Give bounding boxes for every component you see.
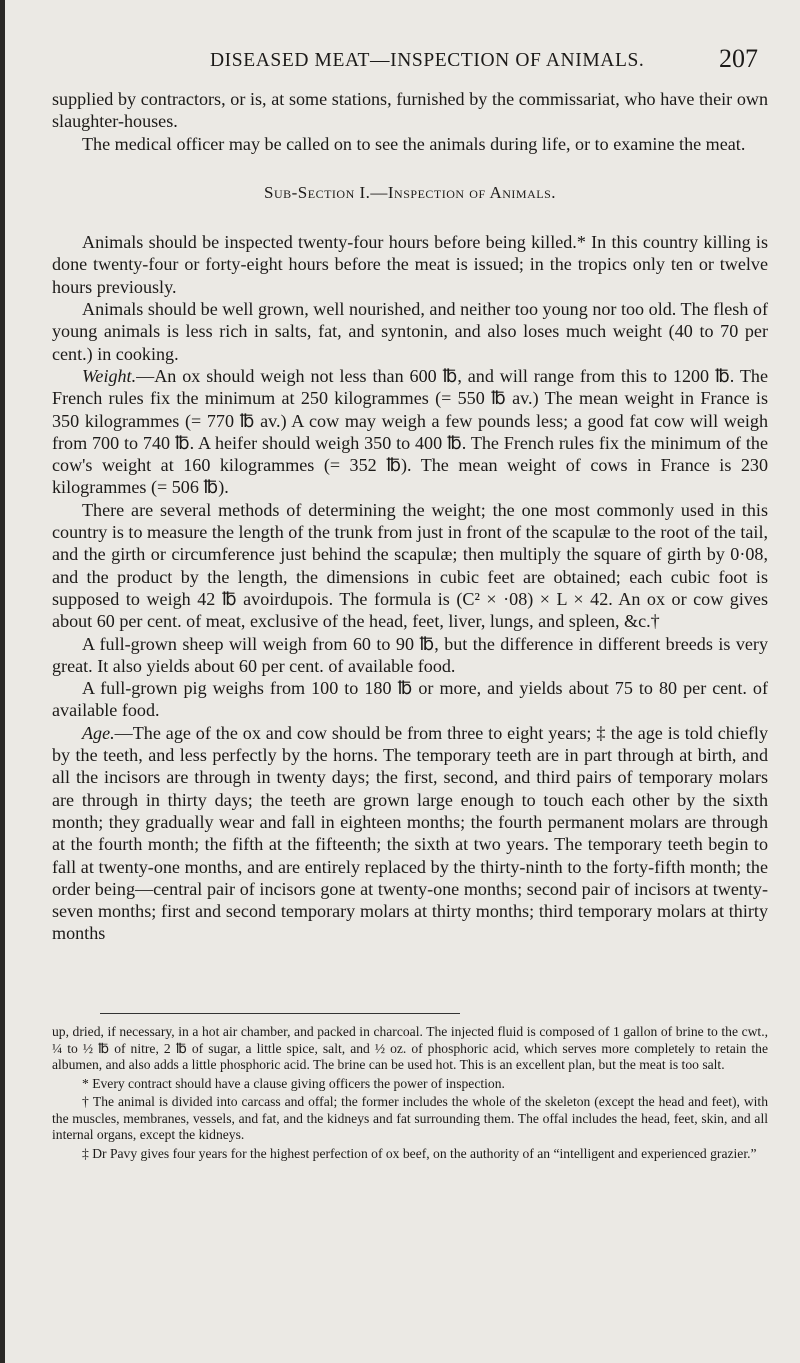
paragraph-weight xyxy=(52,365,768,499)
paragraph-animal-condition: Animals should be well grown, well nourished, and neither too young nor too old. The flesh of young animals is less rich in salts, fat, and syntonin, and also loses much weight (40 to 70 per cent.) in cooking. xyxy=(52,299,768,364)
weight-text: —An ox should weigh not less than 600 ℔, and will range from this to 1200 ℔. The French rules fix the minimum at 250 kilogrammes (= 550 ℔ av.) The mean weight in France is 350 kilogrammes (= 770 ℔ av.) A cow may weigh a few pounds less; a good fat cow will weigh from 700 to 740 ℔. A heifer should weigh 350 to 400 ℔. The French rules fix the minimum of the cow's weight at 160 kilogrammes (= 352 ℔). The mean weight of cows in France is 230 kilogrammes (= 506 ℔). xyxy=(52,365,768,498)
footnote-divider xyxy=(100,1013,460,1014)
page-header xyxy=(60,40,758,80)
main-text xyxy=(52,88,768,945)
paragraph-continuation: supplied by contractors, or is, at some stations, furnished by the commissariat, who have their own slaughter-houses. xyxy=(52,89,768,132)
footnotes xyxy=(52,1024,768,1164)
paragraph-age xyxy=(52,722,768,945)
page-number: 207 xyxy=(719,44,758,73)
footnote-carryover: up, dried, if necessary, in a hot air chamber, and packed in charcoal. The injected fluid is composed of 1 gallon of brine to the cwt., ¼ to ½ ℔ of nitre, 2 ℔ of sugar, a little spice, salt, and ½ oz. of phosphoric acid, which serves more completely to retain the albumen, and also adds a little phosphoric acid. The brine can be used hot. This is an excellent plan, but the meat is too salt. xyxy=(52,1024,768,1072)
age-heading: Age. xyxy=(82,722,115,743)
footnote-star: * Every contract should have a clause giving officers the power of inspection. xyxy=(82,1075,505,1091)
page-binding-edge xyxy=(0,0,5,1363)
paragraph-inspection-timing: Animals should be inspected twenty-four hours before being killed.* In this country killing is done twenty-four or forty-eight hours before the meat is issued; in the tropics only ten or twelve hours previously. xyxy=(52,232,768,297)
weight-heading: Weight. xyxy=(82,365,137,386)
running-head: DISEASED MEAT—INSPECTION OF ANIMALS. xyxy=(210,50,645,71)
paragraph-weight-methods: There are several methods of determining the weight; the one most commonly used in this country is to measure the length of the trunk from just in front of the scapulæ to the root of the tail, and the girth or circumference just behind the scapulæ; then multiply the square of girth by 0·08, and the product by the length, the dimensions in cubic feet are obtained; each cubic foot is supposed to weigh 42 ℔ avoirdupois. The formula is (C² × ·08) × L × 42. An ox or cow gives about 60 per cent. of meat, exclusive of the head, feet, liver, lungs, and spleen, &c.† xyxy=(52,499,768,632)
paragraph-medical-officer: The medical officer may be called on to see the animals during life, or to examine the meat. xyxy=(82,133,746,154)
footnote-double-dagger: ‡ Dr Pavy gives four years for the highest perfection of ox beef, on the authority of an “intelligent and experienced grazier.” xyxy=(82,1145,757,1161)
paragraph-sheep: A full-grown sheep will weigh from 60 to 90 ℔, but the difference in different breeds is very great. It also yields about 60 per cent. of available food. xyxy=(52,633,768,676)
paragraph-pig: A full-grown pig weighs from 100 to 180 ℔ or more, and yields about 75 to 80 per cent. of available food. xyxy=(52,678,768,721)
age-text: —The age of the ox and cow should be from three to eight years; ‡ the age is told chiefly by the teeth, and less perfectly by the horns. The temporary teeth are in part through at birth, and all the incisors are through in twenty days; the first, second, and third pairs of temporary molars are through in thirty days; the teeth are grown large enough to touch each other by the sixth month; they gradually wear and fall in eighteen months; the fourth permanent molars are through at the fourth month; the fifth at the fifteenth; the sixth at two years. The temporary teeth begin to fall at twenty-one months, and are entirely replaced by the thirty-ninth to the forty-fifth month; the order being—central pair of incisors gone at twenty-one months; second pair of incisors at twenty-seven months; first and second temporary molars at thirty months; third temporary molars at thirty months xyxy=(52,722,768,944)
footnote-dagger: † The animal is divided into carcass and offal; the former includes the whole of the skeleton (except the head and feet), with the muscles, membranes, vessels, and fat, and the kidneys and fat surrounding them. The offal includes the head, feet, skin, and all internal organs, except the kidneys. xyxy=(52,1094,768,1142)
section-title: Sub-Section I.—Inspection of Animals. xyxy=(264,182,556,202)
